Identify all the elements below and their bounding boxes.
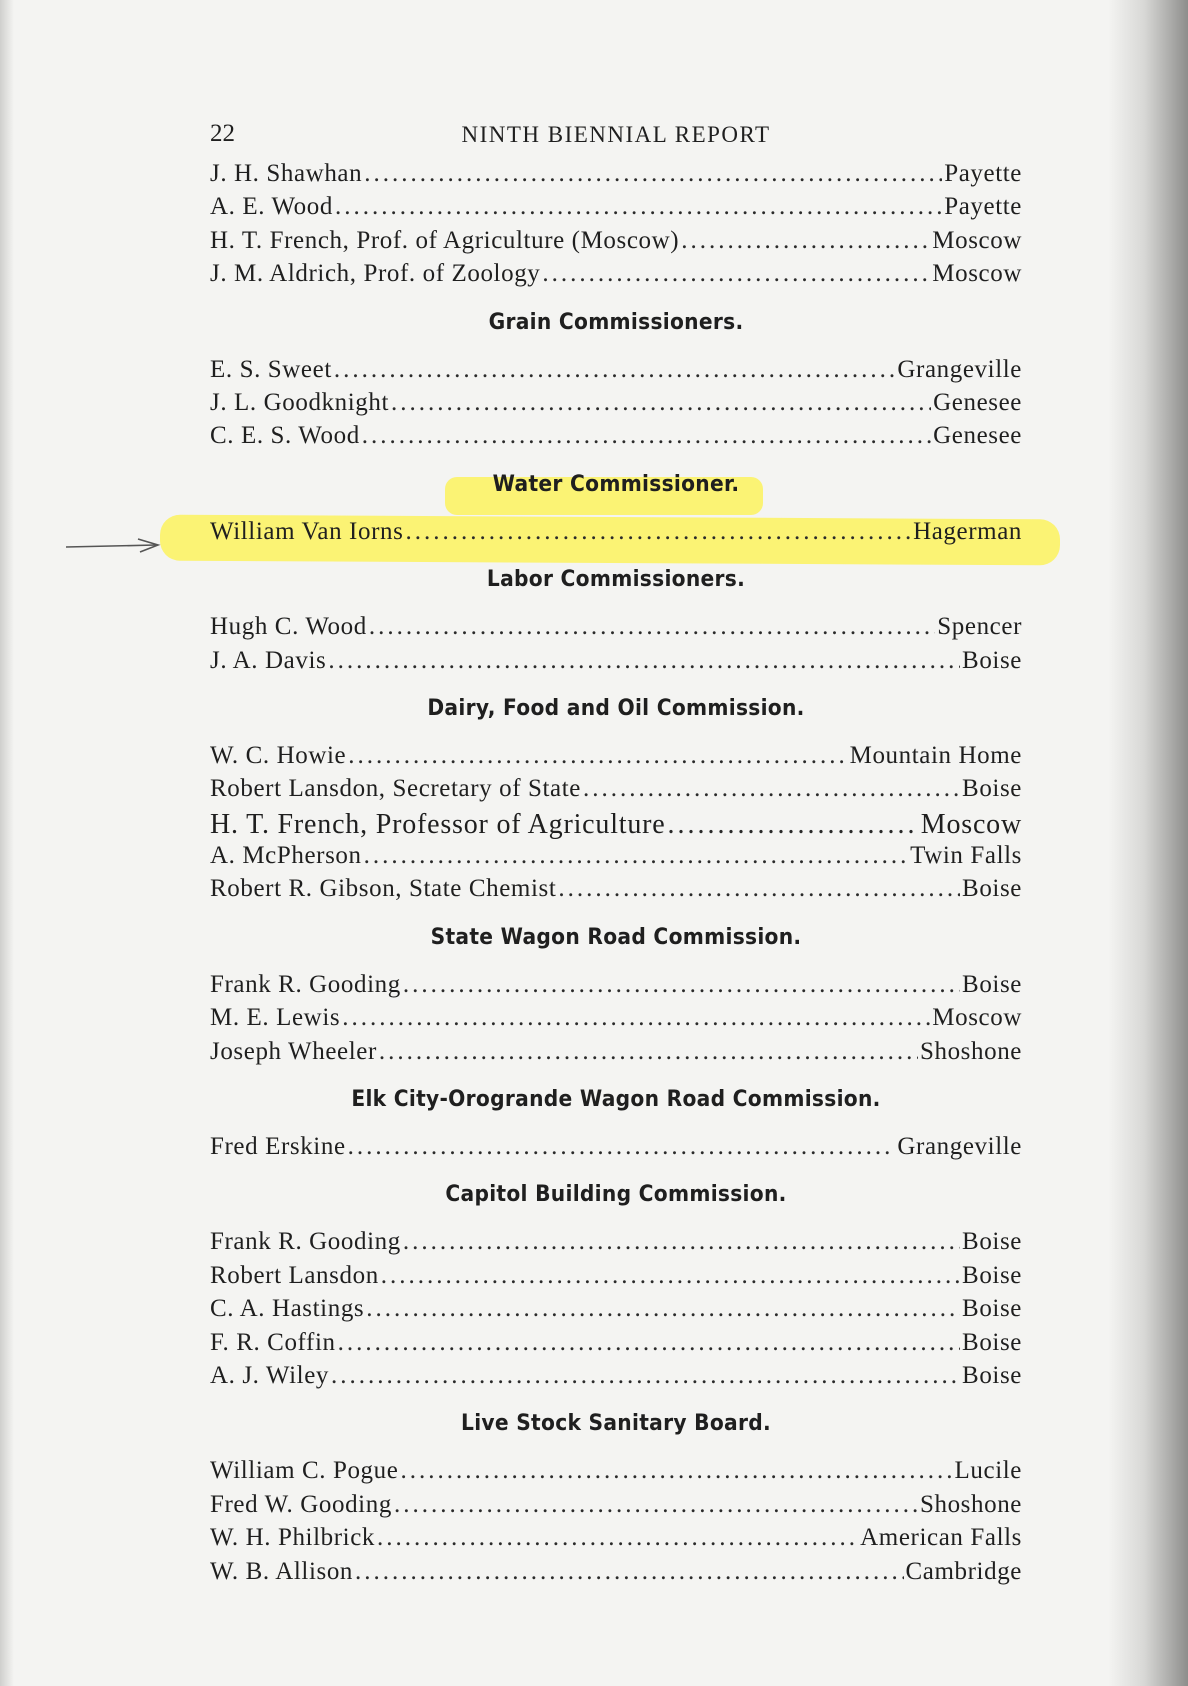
member-location: Hagerman — [913, 517, 1022, 545]
member-name: C. A. Hastings — [210, 1295, 365, 1323]
dot-leader — [400, 1457, 952, 1485]
page-content — [210, 120, 1022, 1591]
member-location: American Falls — [860, 1524, 1022, 1552]
section-heading: Water Commissioner. — [492, 471, 740, 497]
roster-entry — [210, 227, 1022, 260]
roster-section — [210, 470, 1022, 551]
dot-leader — [348, 742, 847, 770]
member-name: M. E. Lewis — [210, 1004, 341, 1032]
member-location: Cambridge — [905, 1557, 1022, 1585]
dot-leader — [331, 1362, 960, 1390]
dot-leader — [369, 613, 935, 641]
member-name: W. H. Philbrick — [210, 1524, 376, 1552]
roster-entry — [210, 775, 1022, 808]
roster-entry — [210, 1133, 1022, 1166]
dot-leader — [342, 1004, 930, 1032]
member-location: Mountain Home — [849, 741, 1022, 769]
roster-section — [210, 694, 1022, 909]
member-name: W. C. Howie — [210, 741, 347, 769]
member-name: Robert Lansdon, Secretary of State — [210, 775, 581, 803]
roster-entry — [210, 1038, 1022, 1071]
member-name: Hugh C. Wood — [210, 613, 367, 641]
member-location: Boise — [962, 1328, 1022, 1356]
roster-entry — [210, 842, 1022, 875]
dot-leader — [668, 809, 919, 841]
roster-section — [210, 1180, 1022, 1395]
member-location: Shoshone — [919, 1490, 1022, 1518]
roster-section — [210, 565, 1022, 680]
member-name: A. McPherson — [210, 842, 362, 870]
roster-entry — [210, 809, 1022, 842]
member-name: Fred W. Gooding — [210, 1490, 392, 1518]
roster-entry — [210, 260, 1022, 293]
report-title: NINTH BIENNIAL REPORT — [461, 122, 771, 147]
member-name: Robert Lansdon — [210, 1261, 379, 1289]
dot-leader — [328, 647, 960, 675]
member-name: A. J. Wiley — [210, 1361, 330, 1389]
roster-entry — [210, 1491, 1022, 1524]
dot-leader — [583, 775, 960, 803]
dot-leader — [366, 1295, 960, 1323]
member-location: Moscow — [932, 226, 1022, 254]
member-location: Boise — [962, 775, 1022, 803]
roster-entry — [210, 1262, 1022, 1295]
member-location: Shoshone — [919, 1037, 1022, 1065]
dot-leader — [394, 1491, 918, 1519]
member-name: E. S. Sweet — [210, 355, 332, 383]
dot-leader — [348, 1133, 896, 1161]
roster-section — [210, 1409, 1022, 1591]
member-location: Moscow — [932, 260, 1022, 288]
member-name: Fred Erskine — [210, 1133, 346, 1161]
roster-entry — [210, 875, 1022, 908]
roster-entry — [210, 742, 1022, 775]
roster-section — [210, 923, 1022, 1071]
roster-entry — [210, 389, 1022, 422]
dot-leader — [364, 160, 942, 188]
roster-entry — [210, 613, 1022, 646]
dot-leader — [335, 193, 942, 221]
member-name: J. M. Aldrich, Prof. of Zoology — [210, 260, 541, 288]
roster-entry — [210, 1362, 1022, 1395]
roster-section — [210, 160, 1022, 294]
member-location: Genesee — [933, 388, 1022, 416]
member-name: William C. Pogue — [210, 1457, 399, 1485]
member-location: Boise — [962, 970, 1022, 998]
scan-left-edge — [0, 0, 14, 1686]
dot-leader — [377, 1524, 858, 1552]
roster-entry — [210, 193, 1022, 226]
member-name: Frank R. Gooding — [210, 970, 401, 998]
dot-leader — [558, 875, 960, 903]
member-location: Twin Falls — [910, 842, 1022, 870]
member-name: Robert R. Gibson, State Chemist — [210, 875, 557, 903]
section-heading: Capitol Building Commission. — [445, 1182, 787, 1208]
dot-leader — [379, 1038, 918, 1066]
member-location: Payette — [944, 160, 1022, 187]
section-heading: State Wagon Road Commission. — [430, 924, 802, 950]
member-name: C. E. S. Wood — [210, 422, 360, 450]
member-location: Boise — [962, 875, 1022, 903]
roster-entry — [210, 1228, 1022, 1261]
dot-leader — [403, 1228, 960, 1256]
page-header — [210, 120, 1022, 160]
dot-leader — [364, 842, 908, 870]
hand-drawn-arrow-icon — [64, 536, 164, 556]
member-location: Boise — [962, 1228, 1022, 1256]
dot-leader — [391, 389, 931, 417]
member-location: Payette — [944, 193, 1022, 221]
roster-section — [210, 1085, 1022, 1166]
dot-leader — [355, 1558, 903, 1586]
page-number: 22 — [210, 120, 235, 147]
member-name: William Van Iorns — [210, 517, 404, 545]
member-name: A. E. Wood — [210, 193, 333, 221]
dot-leader — [362, 422, 931, 450]
member-location: Boise — [962, 1261, 1022, 1289]
roster-sections — [210, 160, 1022, 1591]
section-heading: Elk City-Orogrande Wagon Road Commission. — [351, 1087, 881, 1113]
roster-entry — [210, 1558, 1022, 1591]
section-heading: Live Stock Sanitary Board. — [461, 1411, 771, 1437]
member-location: Boise — [962, 646, 1022, 674]
member-location: Grangeville — [897, 1133, 1022, 1161]
roster-entry — [210, 1457, 1022, 1490]
roster-entry — [210, 647, 1022, 680]
dot-leader — [334, 356, 896, 384]
section-heading: Dairy, Food and Oil Commission. — [427, 695, 805, 721]
roster-entry — [210, 1329, 1022, 1362]
member-location: Grangeville — [897, 355, 1022, 383]
roster-entry — [210, 1524, 1022, 1557]
roster-entry — [210, 356, 1022, 389]
member-location: Moscow — [932, 1004, 1022, 1032]
roster-entry — [210, 1004, 1022, 1037]
member-name: H. T. French, Professor of Agriculture — [210, 808, 666, 840]
dot-leader — [338, 1329, 960, 1357]
member-location: Genesee — [933, 422, 1022, 450]
dot-leader — [542, 260, 930, 288]
member-location: Boise — [962, 1361, 1022, 1389]
dot-leader — [403, 971, 960, 999]
member-name: H. T. French, Prof. of Agriculture (Moscow) — [210, 226, 680, 254]
roster-entry — [210, 422, 1022, 455]
section-heading: Grain Commissioners. — [488, 309, 744, 335]
scan-right-edge-shadow — [1108, 0, 1188, 1686]
dot-leader — [381, 1262, 960, 1290]
member-location: Spencer — [937, 613, 1022, 641]
member-location: Lucile — [954, 1457, 1022, 1485]
roster-entry — [210, 971, 1022, 1004]
roster-section — [210, 308, 1022, 456]
member-name: Frank R. Gooding — [210, 1228, 401, 1256]
dot-leader — [681, 227, 930, 255]
roster-entry — [210, 1295, 1022, 1328]
member-location: Boise — [962, 1295, 1022, 1323]
member-name: W. B. Allison — [210, 1557, 354, 1585]
section-heading: Labor Commissioners. — [486, 567, 746, 593]
member-location: Moscow — [920, 808, 1022, 840]
member-name: J. A. Davis — [210, 646, 327, 674]
member-name: J. H. Shawhan — [210, 160, 363, 187]
member-name: F. R. Coffin — [210, 1328, 336, 1356]
member-name: J. L. Goodknight — [210, 388, 390, 416]
roster-entry — [210, 518, 1022, 551]
member-name: Joseph Wheeler — [210, 1037, 377, 1065]
roster-entry — [210, 160, 1022, 193]
dot-leader — [405, 518, 911, 546]
